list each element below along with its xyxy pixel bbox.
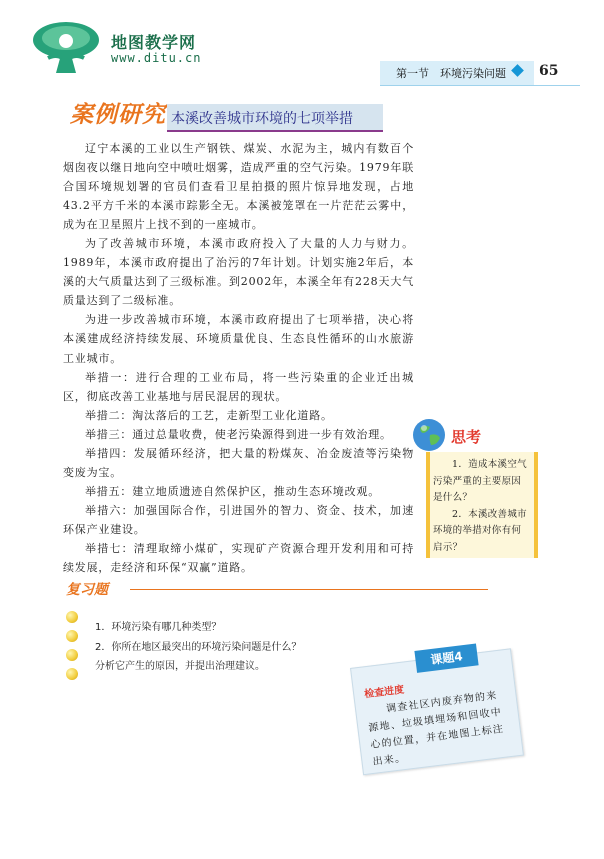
measure-paragraph: 举措五：建立地质遗迹自然保护区，推动生态环境改观。	[85, 484, 380, 498]
measure-paragraph: 举措七：清理取缔小煤矿，实现矿产资源合理开发利用和可持续发展，走经济和环保“双赢”道路。	[63, 541, 414, 575]
site-logo-tree-icon	[26, 18, 106, 76]
case-title-underline	[167, 130, 383, 132]
site-url: www.ditu.cn	[111, 51, 202, 65]
case-study-body	[63, 139, 414, 577]
measure-paragraph: 举措三：通过总量收费，使老污染源得到进一步有效治理。	[85, 427, 392, 441]
header-divider	[380, 85, 580, 86]
think-questions	[433, 457, 529, 557]
project-tag: 课题4	[414, 643, 478, 672]
case-study-heading: 案例研究	[70, 102, 166, 128]
review-divider	[130, 589, 488, 590]
review-question: 分析它产生的原因，并提出治理建议。	[95, 661, 265, 672]
project-text: 调查社区内废弃物的来源地、垃圾填埋场和回收中心的位置，并在地图上标注出来。	[367, 690, 505, 768]
bullet-icon	[66, 649, 78, 661]
review-question: 1．环境污染有哪几种类型？	[95, 622, 222, 633]
case-study-title: 本溪改善城市环境的七项举措	[171, 111, 353, 127]
site-name: 地图教学网	[111, 33, 197, 52]
project-card	[350, 648, 524, 775]
measure-paragraph: 举措一：进行合理的工业布局，将一些污染重的企业迁出城区，彻底改善工业基地与居民混居的现状。	[63, 370, 414, 403]
project-subtitle: 检查进度	[363, 684, 405, 701]
bullet-icon	[66, 611, 78, 623]
bullet-icon	[66, 630, 78, 642]
bullet-icon	[66, 668, 78, 680]
think-question: 1．造成本溪空气污染严重的主要原因是什么？	[433, 459, 527, 504]
paragraph: 为进一步改善城市环境，本溪市政府提出了七项举措，决心将本溪建成经济持续发展、环境质量优良、生态良性循环的山水旅游工业城市。	[63, 313, 414, 365]
think-label: 思考	[451, 428, 482, 446]
paragraph: 辽宁本溪的工业以生产钢铁、煤炭、水泥为主，城内有数百个烟囱夜以继日地向空中喷吐烟雾，造成严重的空气污染。1979年联合国环境规划署的官员们查看卫星拍摄的照片惊异地发现，占地43.2平方千米的本溪市踪影全无。本溪被笼罩在一片茫茫云雾中，成为在卫星照片上找不到的一座城市。	[63, 142, 414, 232]
globe-icon	[412, 418, 446, 452]
review-question: 2．你所在地区最突出的环境污染问题是什么？	[95, 642, 302, 653]
paragraph: 为了改善城市环境，本溪市政府投入了大量的人力与财力。1989年，本溪市政府提出了治污的7年计划。计划实施2年后，本溪的大气质量达到了三级标准。到2002年，本溪全年有228天大气质量达到了二级标准。	[63, 237, 414, 308]
think-question: 2．本溪改善城市环境的举措对你有何启示？	[433, 508, 527, 553]
measure-paragraph: 举措六：加强国际合作，引进国外的智力、资金、技术，加速环保产业建设。	[63, 503, 414, 536]
section-title: 第一节 环境污染问题	[396, 67, 506, 80]
measure-paragraph: 举措四：发展循环经济，把大量的粉煤灰、冶金废渣等污染物变废为宝。	[63, 446, 414, 479]
measure-paragraph: 举措二：淘汰落后的工艺，走新型工业化道路。	[85, 408, 333, 422]
page-number: 65	[539, 63, 559, 79]
review-heading: 复习题	[66, 582, 108, 598]
